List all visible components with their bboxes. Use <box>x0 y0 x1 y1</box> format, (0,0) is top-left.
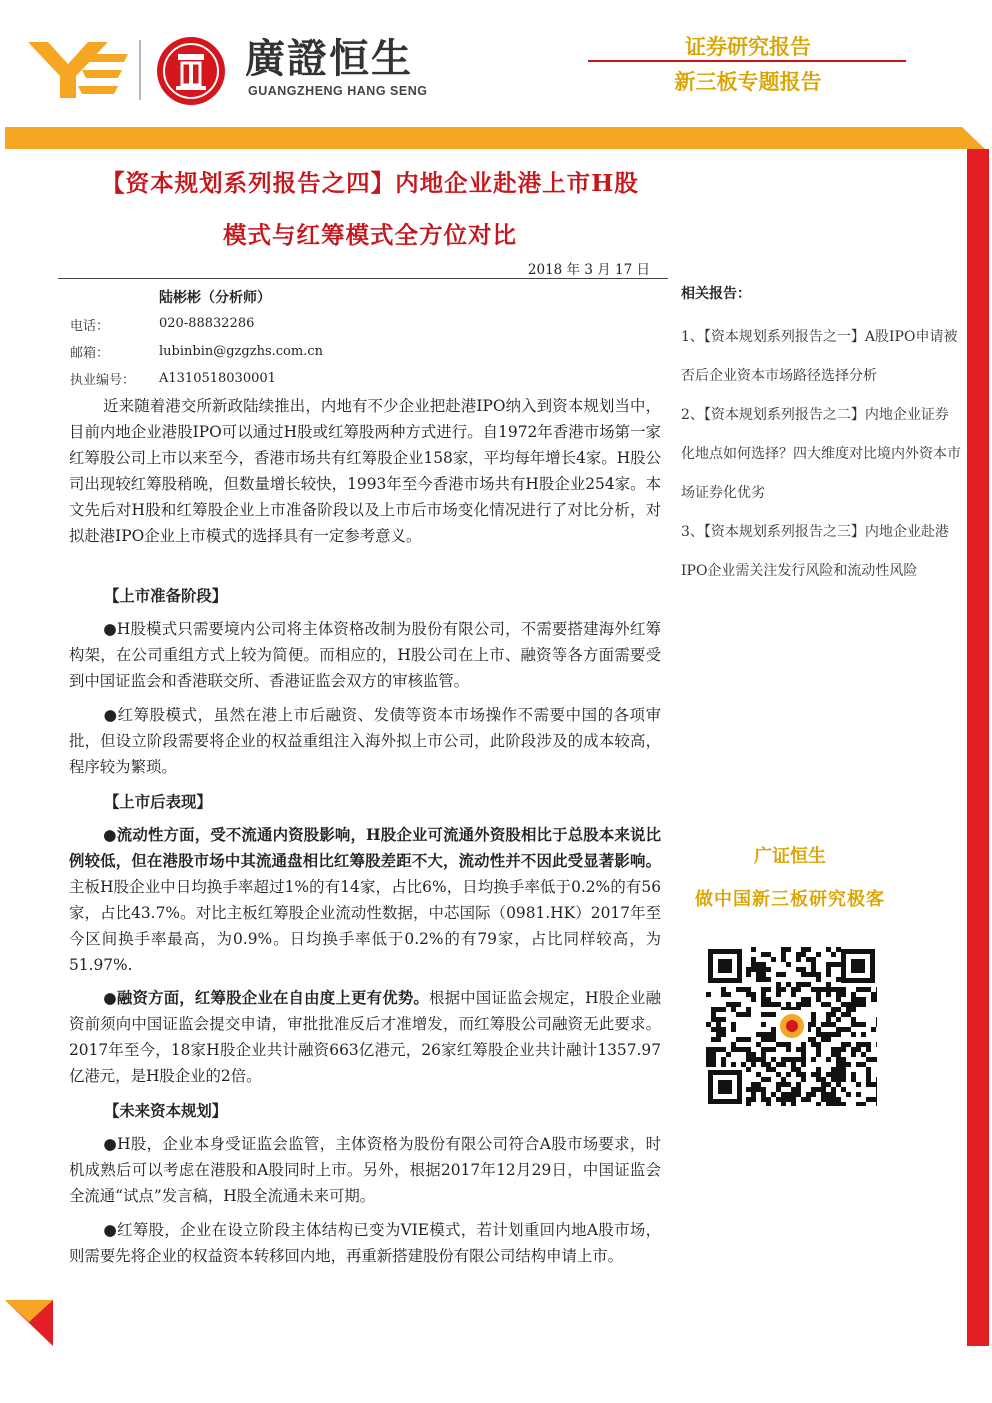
title-divider <box>58 278 668 279</box>
qr-code-icon <box>706 947 877 1106</box>
phone-value: 020-88832286 <box>159 316 255 331</box>
related-reports-title: 相关报告： <box>681 286 751 302</box>
liquidity-paragraph <box>69 822 661 978</box>
report-type-divider <box>588 60 906 62</box>
sidebar-brand: 广证恒生 <box>754 846 826 867</box>
analyst-name: 陆彬彬（分析师） <box>159 290 271 306</box>
prelisting-red-chip-paragraph <box>69 702 661 780</box>
report-title-line1: 【资本规划系列报告之四】内地企业赴港上市H股 <box>101 169 639 197</box>
phone-label: 电话： <box>70 319 110 334</box>
liquidity-text: 主板H股企业中日均换手率超过1%的有14家，占比6%，日均换手率低于0.2%的有56家，占比43.7%。对比主板红筹股企业流动性数据，中芯国际（0981.HK）2017年至今区间换手率最高，为0.9%。日均换手率低于0.2%的有79家，占比同样较高，为51.97%. <box>69 878 661 974</box>
intro-paragraph <box>69 393 661 549</box>
financing-highlight: ●融资方面，红筹股企业在自由度上更有优势。 <box>103 989 430 1007</box>
right-red-bar <box>967 149 989 1346</box>
sidebar-slogan: 做中国新三板研究极客 <box>695 889 885 910</box>
section-heading-postlisting: 【上市后表现】 <box>104 793 212 811</box>
section-heading-prelisting: 【上市准备阶段】 <box>104 587 228 605</box>
liquidity-highlight: ●流动性方面，受不流通内资股影响，H股企业可流通外资股相比于总股本来说比例较低，但在港股市场中其流通盘相比红筹股差距不大，流动性并不因此受显著影响。 <box>69 826 661 870</box>
report-date: 2018 年 3 月 17 日 <box>527 262 650 278</box>
prelisting-h-share-text: ●H股模式只需要境内公司将主体资格改制为股份有限公司，不需要搭建海外红筹构架，在公司重组方式上较为简便。而相应的，H股公司在上市、融资等各方面需要受到中国证监会和香港联交所、香港证监会双方的审核监管。 <box>69 620 661 690</box>
brand-name-cn: 廣證恒生 <box>245 36 413 82</box>
prelisting-h-share-paragraph <box>69 616 661 694</box>
report-subtype: 新三板专题报告 <box>674 70 822 94</box>
intro-text: 近来随着港交所新政陆续推出，内地有不少企业把赴港IPO纳入到资本规划当中，目前内地企业港股IPO可以通过H股或红筹股两种方式进行。自1972年香港市场第一家红筹股公司上市以来至今，香港市场共有红筹股企业158家，平均每年增长4家。H股公司出现较红筹股稍晚，但数量增长较快，1993年至今香港市场共有H股企业254家。本文先后对H股和红筹股企业上市准备阶段以及上市后市场变化情况进行了对比分析，对拟赴港IPO企业上市模式的选择具有一定参考意义。 <box>69 397 661 545</box>
section-heading-future: 【未来资本规划】 <box>104 1102 228 1120</box>
future-h-share-text: ●H股，企业本身受证监会监管，主体资格为股份有限公司符合A股市场要求，时机成熟后可以考虑在港股和A股同时上市。另外，根据2017年12月29日，中国证监会全流通“试点”发言稿，H股全流通未来可期。 <box>69 1135 661 1205</box>
hang-seng-seal-icon <box>156 36 226 106</box>
header-orange-bar <box>5 127 985 149</box>
report-title-line2: 模式与红筹模式全方位对比 <box>223 221 517 249</box>
license-value: A1310518030001 <box>159 371 276 386</box>
prelisting-red-chip-text: ●红筹股模式，虽然在港上市后融资、发债等资本市场操作不需要中国的各项审批，但设立阶段需要将企业的权益重组注入海外拟上市公司，此阶段涉及的成本较高，程序较为繁琐。 <box>69 706 661 776</box>
financing-paragraph <box>69 985 661 1089</box>
future-red-chip-paragraph <box>69 1217 661 1269</box>
email-label: 邮箱： <box>70 346 110 361</box>
report-type: 证券研究报告 <box>685 35 811 59</box>
guangzheng-logo-icon <box>28 40 128 98</box>
header-bar-notch <box>962 127 985 149</box>
future-red-chip-text: ●红筹股，企业在设立阶段主体结构已变为VIE模式，若计划重回内地A股市场，则需要先将企业的权益资本转移回内地，再重新搭建股份有限公司结构申请上市。 <box>69 1221 661 1265</box>
related-report-item[interactable]: 1、【资本规划系列报告之一】A股IPO申请被否后企业资本市场路径选择分析 <box>681 329 958 384</box>
related-report-item[interactable]: 2、【资本规划系列报告之二】内地企业证券化地点如何选择？四大维度对比境内外资本市场证券化优劣 <box>681 407 961 501</box>
related-report-item[interactable]: 3、【资本规划系列报告之三】内地企业赴港IPO企业需关注发行风险和流动性风险 <box>681 524 949 579</box>
future-h-share-paragraph <box>69 1131 661 1209</box>
email-value[interactable]: lubinbin@gzgzhs.com.cn <box>159 344 323 359</box>
footer-corner-icon <box>5 1300 53 1346</box>
brand-name-en: GUANGZHENG HANG SENG <box>248 84 428 98</box>
related-reports-list <box>681 318 961 591</box>
logo-divider <box>139 40 141 100</box>
license-label: 执业编号： <box>70 373 136 388</box>
financing-text: 根据中国证监会规定，H股企业融资前须向中国证监会提交申请，审批批准反后才准增发，而红筹股公司融资无此要求。2017年至今，18家H股企业共计融资663亿港元，26家红筹股企业共计融计1357.97亿港元，是H股企业的2倍。 <box>69 989 661 1085</box>
